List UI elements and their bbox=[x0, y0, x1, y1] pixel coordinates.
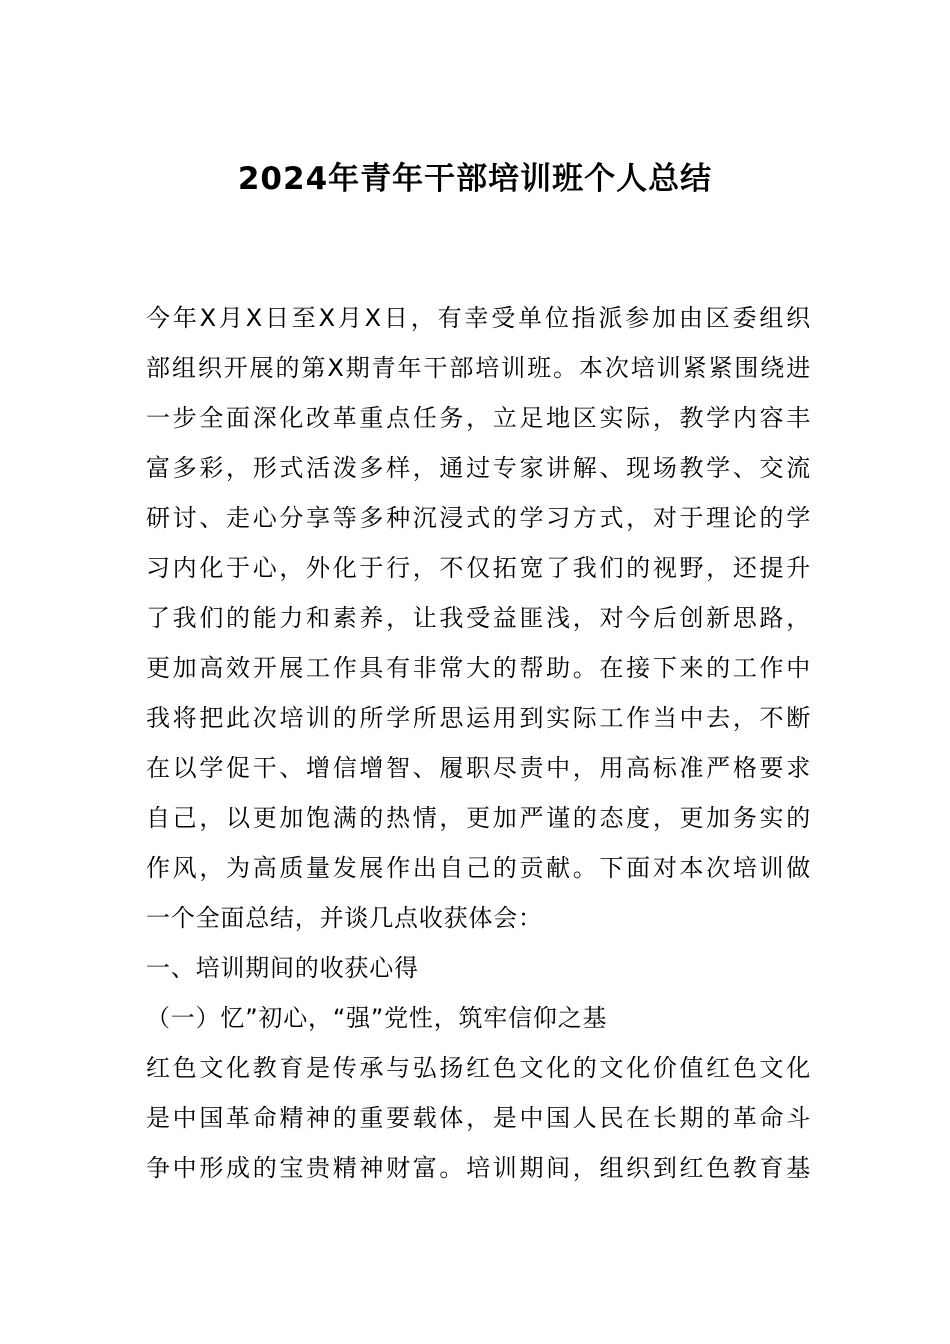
paragraph-line: 争中形成的宝贵精神财富。培训期间，组织到红色教育基 bbox=[146, 1154, 811, 1182]
paragraph-line: 作风，为高质量发展作出自己的贡献。下面对本次培训做 bbox=[146, 854, 811, 882]
paragraph-line: 一个全面总结，并谈几点收获体会： bbox=[146, 904, 543, 932]
paragraph-line: 自己，以更加饱满的热情，更加严谨的态度，更加务实的 bbox=[146, 804, 811, 832]
paragraph-line: 红色文化教育是传承与弘扬红色文化的文化价值红色文化 bbox=[146, 1054, 811, 1082]
paragraph-line: 是中国革命精神的重要载体，是中国人民在长期的革命斗 bbox=[146, 1104, 811, 1132]
paragraph-line: 我将把此次培训的所学所思运用到实际工作当中去，不断 bbox=[146, 704, 811, 732]
document-title: 2024年青年干部培训班个人总结 bbox=[237, 161, 713, 197]
paragraph-line: 了我们的能力和素养，让我受益匪浅，对今后创新思路， bbox=[146, 604, 811, 632]
subsection-heading: （一）忆”初心，“强”党性，筑牢信仰之基 bbox=[146, 1004, 608, 1032]
paragraph-line: 富多彩，形式活泼多样，通过专家讲解、现场教学、交流 bbox=[146, 454, 811, 482]
paragraph-line: 今年X月X日至X月X日，有幸受单位指派参加由区委组织 bbox=[146, 304, 811, 332]
paragraph-line: 习内化于心，外化于行，不仅拓宽了我们的视野，还提升 bbox=[146, 554, 811, 582]
paragraph-line: 一步全面深化改革重点任务，立足地区实际，教学内容丰 bbox=[146, 404, 811, 432]
paragraph-line: 部组织开展的第X期青年干部培训班。本次培训紧紧围绕进 bbox=[146, 354, 811, 382]
paragraph-line: 在以学促干、增信增智、履职尽责中，用高标准严格要求 bbox=[146, 754, 811, 782]
paragraph-line: 研讨、走心分享等多种沉浸式的学习方式，对于理论的学 bbox=[146, 504, 811, 532]
document-body bbox=[146, 293, 811, 1193]
section-heading: 一、培训期间的收获心得 bbox=[146, 954, 419, 982]
paragraph-line: 更加高效开展工作具有非常大的帮助。在接下来的工作中 bbox=[146, 654, 811, 682]
